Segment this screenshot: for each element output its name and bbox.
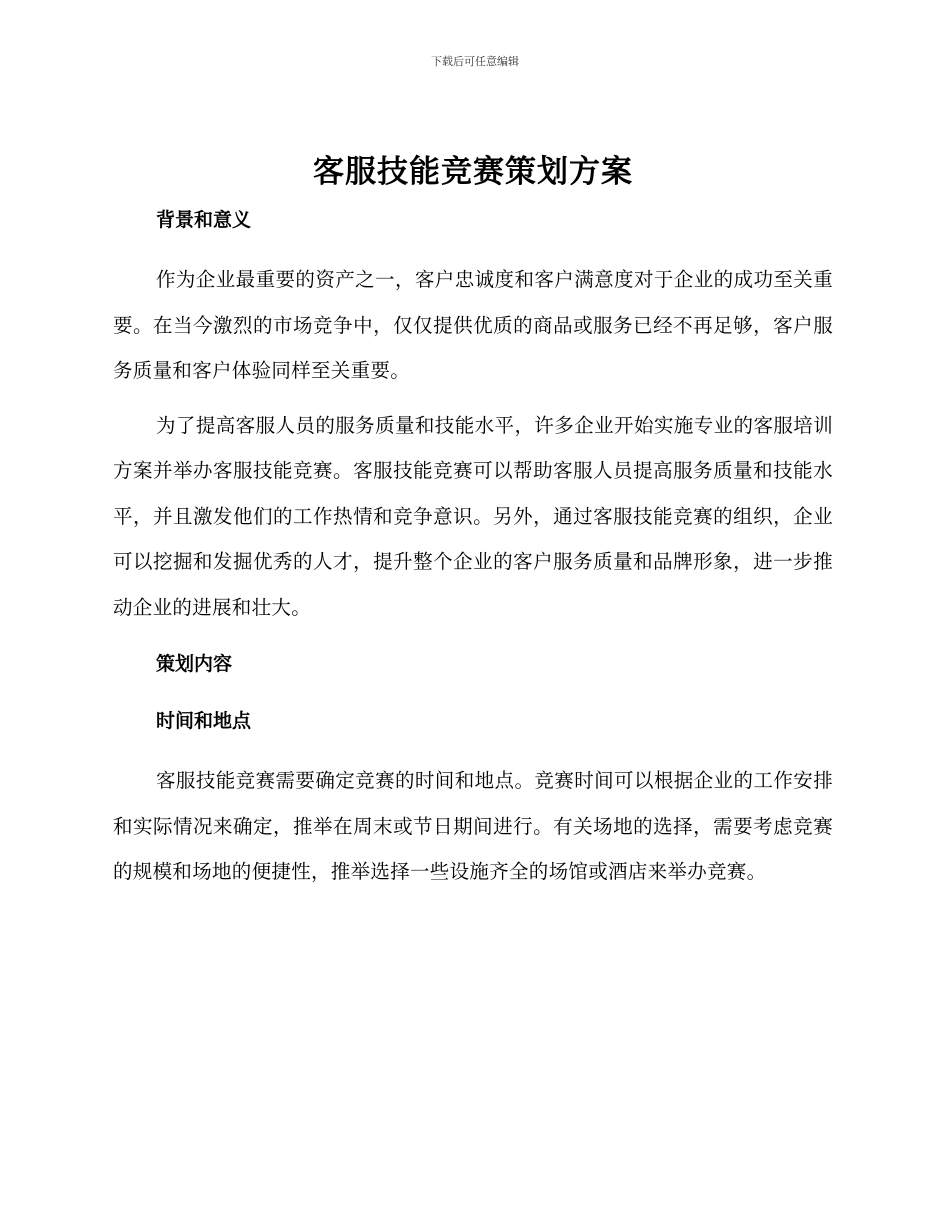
document-title: 客服技能竞赛策划方案 — [313, 154, 633, 190]
section-heading-plan-content: 策划内容 — [156, 653, 233, 675]
section-heading-time-place: 时间和地点 — [156, 710, 252, 732]
paragraph-background-2: 为了提高客服人员的服务质量和技能水平，许多企业开始实施专业的客服培训方案并举办客服技能竞赛。客服技能竞赛可以帮助客服人员提高服务质量和技能水平，并且激发他们的工作热情和竞争意识。另外，通过客服技能竞赛的组织，企业可以挖掘和发掘优秀的人才，提升整个企业的客户服务质量和品牌形象，进一步推动企业的进展和壮大。 — [113, 413, 833, 619]
page-header-note: 下载后可任意编辑 — [431, 55, 519, 68]
paragraph-background-1: 作为企业最重要的资产之一，客户忠诚度和客户满意度对于企业的成功至关重要。在当今激烈的市场竞争中，仅仅提供优质的商品或服务已经不再足够，客户服务质量和客户体验同样至关重要。 — [113, 268, 833, 382]
document-body — [113, 148, 833, 895]
section-heading-background: 背景和意义 — [156, 209, 252, 231]
paragraph-time-place: 客服技能竞赛需要确定竞赛的时间和地点。竞赛时间可以根据企业的工作安排和实际情况来确定，推举在周末或节日期间进行。有关场地的选择，需要考虑竞赛的规模和场地的便捷性，推举选择一些设施齐全的场馆或酒店来举办竞赛。 — [113, 769, 833, 883]
